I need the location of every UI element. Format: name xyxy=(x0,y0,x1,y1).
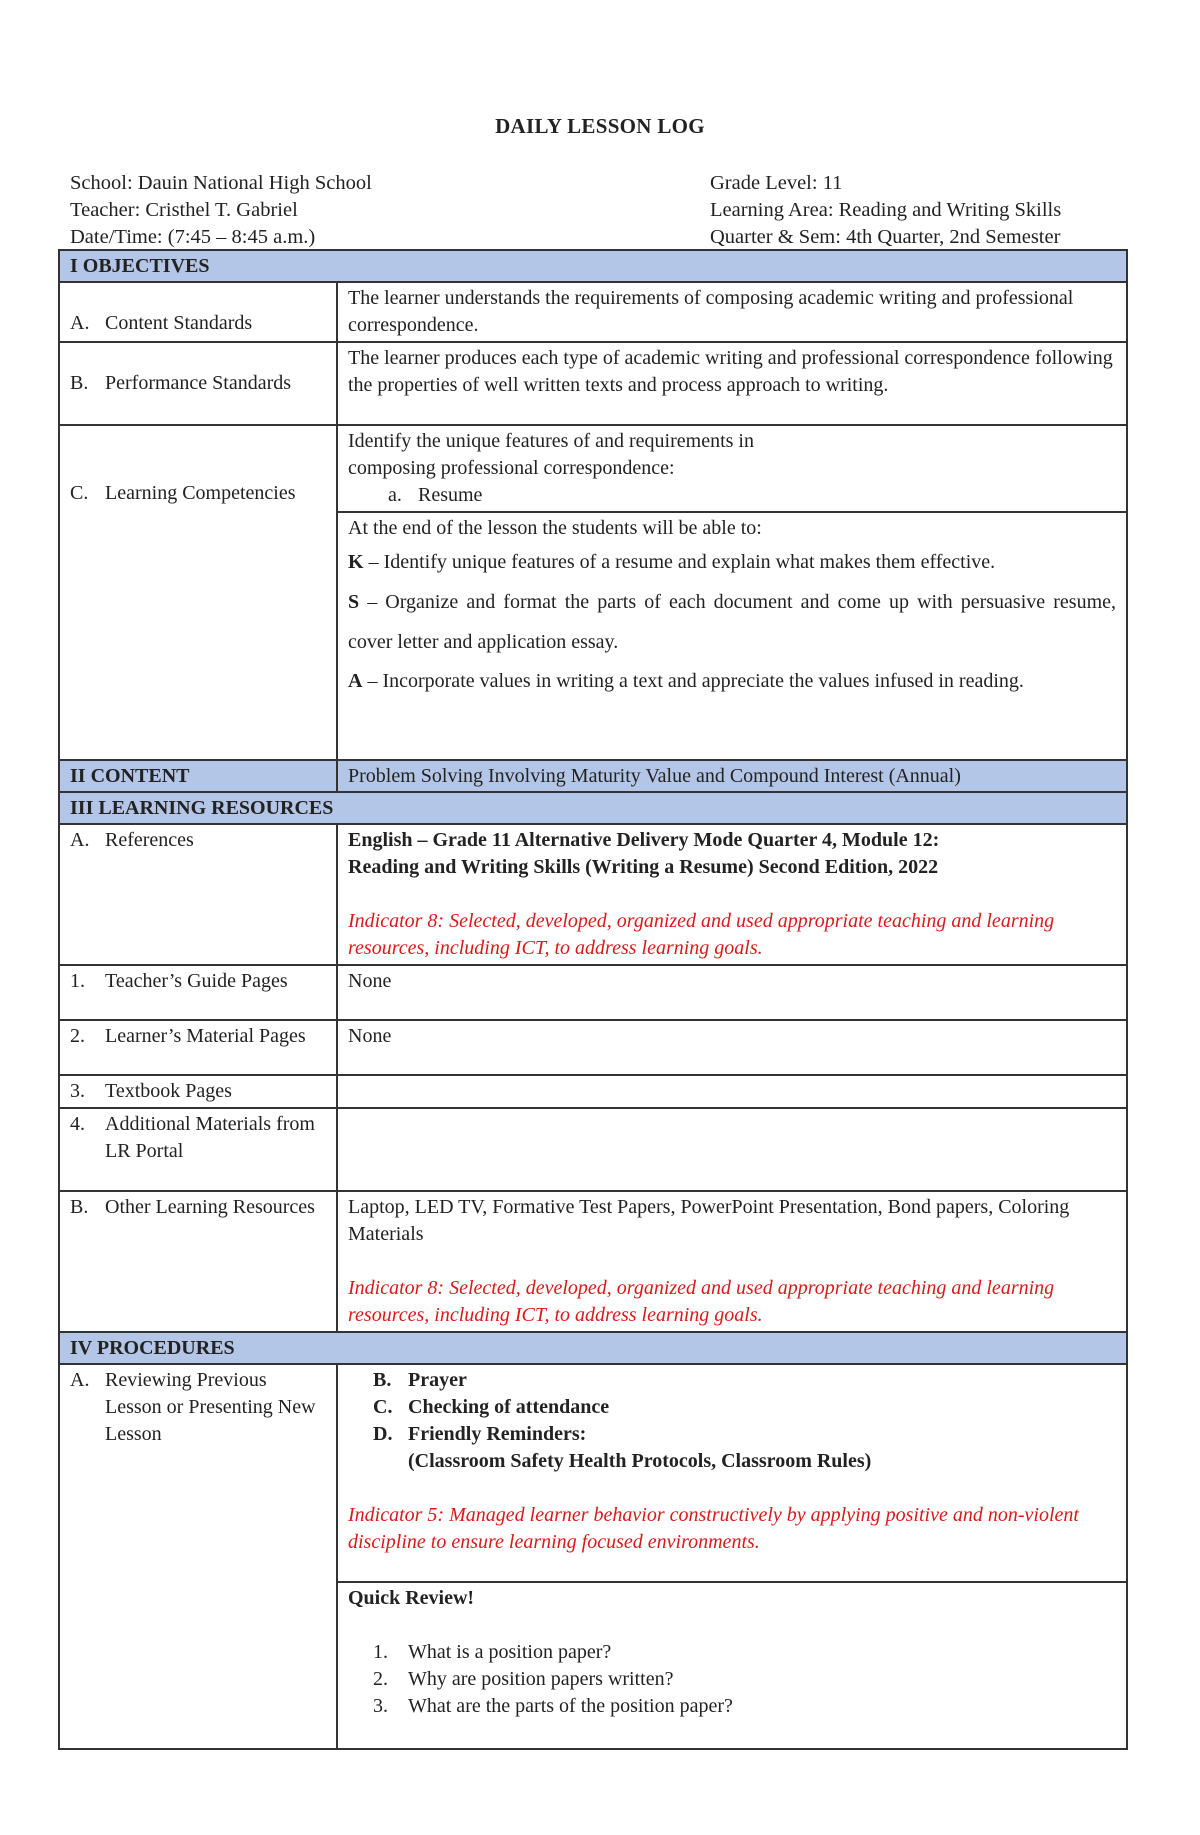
header-info xyxy=(70,170,1120,251)
textbook-pages-value xyxy=(337,1075,1127,1108)
section-content-heading: II CONTENT xyxy=(59,760,337,792)
additional-materials-label: 4. Additional Materials from LR Portal xyxy=(59,1108,337,1191)
section-resources-heading: III LEARNING RESOURCES xyxy=(59,792,1127,824)
competencies-objectives: At the end of the lesson the students will be able to: K – Identify unique features of a resume and explain what makes them effective. S – Organize and format the parts of each document and come up with persuasive resume, cover letter and application essay. A – Incorporate values in writing a text and appreciate the values infused in reading. xyxy=(337,512,1127,760)
content-text: Problem Solving Involving Maturity Value and Compound Interest (Annual) xyxy=(337,760,1127,792)
competencies-requirements: Identify the unique features of and requirements in composing professional correspondence: a. Resume xyxy=(337,425,1127,512)
textbook-pages-label: 3. Textbook Pages xyxy=(59,1075,337,1108)
reminder-detail: (Classroom Safety Health Protocols, Classroom Rules) xyxy=(408,1450,872,1472)
references-text: English – Grade 11 Alternative Delivery Mode Quarter 4, Module 12: Reading and Writing Skills (Writing a Resume) Second Edition, 2022 Indicator 8: Selected, developed, organized and used appropriate teaching and learning resources, including ICT, to address learning goals. xyxy=(337,824,1127,965)
indicator-8-note: Indicator 8: Selected, developed, organized and used appropriate teaching and learning resources, including ICT, to address learning goals. xyxy=(348,1277,1055,1326)
lesson-log-table xyxy=(58,249,1128,1750)
indicator-5-note: Indicator 5: Managed learner behavior constructively by applying positive and non-violent discipline to ensure learning focused environments. xyxy=(348,1504,1079,1553)
reviewing-lesson-label: A. Reviewing Previous Lesson or Presenting New Lesson xyxy=(59,1364,337,1749)
teacher-field: Teacher: Cristhel T. Gabriel xyxy=(70,199,298,221)
learning-area-field: Learning Area: Reading and Writing Skills xyxy=(710,199,1062,221)
content-standards-label: A. Content Standards xyxy=(59,282,337,342)
objective-attitude: A – Incorporate values in writing a text and appreciate the values infused in reading. xyxy=(348,670,1024,692)
list-item: 2. Why are position papers written? xyxy=(373,1668,674,1690)
performance-standards-text: The learner produces each type of academic writing and professional correspondence following the properties of well written texts and process approach to writing. xyxy=(337,342,1127,425)
list-item: 1. What is a position paper? xyxy=(373,1641,612,1663)
teachers-guide-value: None xyxy=(337,965,1127,1020)
quick-review-title: Quick Review! xyxy=(348,1587,475,1609)
list-item: C. Checking of attendance xyxy=(373,1396,610,1418)
school-field: School: Dauin National High School xyxy=(70,172,372,194)
performance-standards-label: B. Performance Standards xyxy=(59,342,337,425)
other-resources-label: B. Other Learning Resources xyxy=(59,1191,337,1332)
date-time-field: Date/Time: (7:45 – 8:45 a.m.) xyxy=(70,226,316,248)
learners-material-value: None xyxy=(337,1020,1127,1075)
other-resources-text: Laptop, LED TV, Formative Test Papers, PowerPoint Presentation, Bond papers, Coloring Materials Indicator 8: Selected, developed, organized and used appropriate teaching and learning resources, including ICT, to address learning goals. xyxy=(337,1191,1127,1332)
references-label: A. References xyxy=(59,824,337,965)
document-title: DAILY LESSON LOG xyxy=(495,114,705,138)
list-item: D. Friendly Reminders: xyxy=(373,1423,587,1445)
objective-knowledge: K – Identify unique features of a resume and explain what makes them effective. xyxy=(348,551,996,573)
indicator-8-note: Indicator 8: Selected, developed, organized and used appropriate teaching and learning resources, including ICT, to address learning goals. xyxy=(348,910,1055,959)
objective-skills: S – Organize and format the parts of each document and come up with persuasive resume, cover letter and application essay. xyxy=(348,591,1116,653)
teachers-guide-label: 1. Teacher’s Guide Pages xyxy=(59,965,337,1020)
quarter-sem-field: Quarter & Sem: 4th Quarter, 2nd Semester xyxy=(710,226,1061,248)
section-objectives-heading: I OBJECTIVES xyxy=(59,250,1127,282)
list-item: B. Prayer xyxy=(373,1369,467,1391)
list-item: 3. What are the parts of the position paper? xyxy=(373,1695,733,1717)
content-standards-text: The learner understands the requirements of composing academic writing and professional correspondence. xyxy=(337,282,1127,342)
learning-competencies-label: C. Learning Competencies xyxy=(59,425,337,760)
learners-material-label: 2. Learner’s Material Pages xyxy=(59,1020,337,1075)
section-procedures-heading: IV PROCEDURES xyxy=(59,1332,1127,1364)
opening-routine xyxy=(337,1364,1127,1582)
grade-level-field: Grade Level: 11 xyxy=(710,172,843,194)
additional-materials-value xyxy=(337,1108,1127,1191)
quick-review xyxy=(337,1582,1127,1749)
